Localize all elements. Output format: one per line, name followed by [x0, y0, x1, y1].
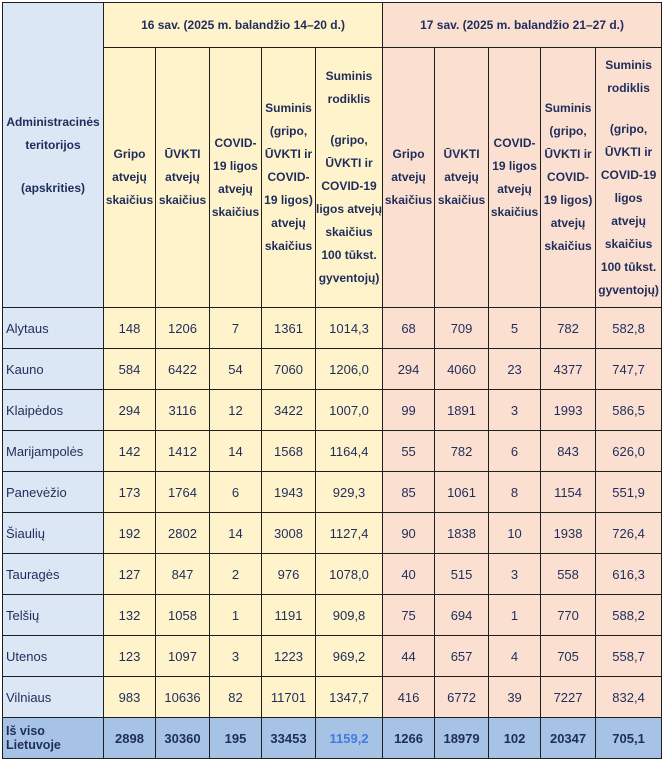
w17-uvkti-cell: 1838	[435, 513, 489, 554]
w17-uvkti-cell: 1891	[435, 390, 489, 431]
w16-uvkti-cell: 2802	[156, 513, 210, 554]
w17-gripo-cell: 68	[383, 308, 435, 349]
region-name: Šiaulių	[3, 513, 104, 554]
w17-rodiklis-cell: 726,4	[596, 513, 662, 554]
w16-suminis-cell: 1361	[262, 308, 316, 349]
w16-uvkti-cell: 30360	[156, 718, 210, 759]
region-name: Panevėžio	[3, 472, 104, 513]
w16-gripo-cell: 148	[104, 308, 156, 349]
w17-covid-cell: 5	[489, 308, 541, 349]
w17-suminis-cell: 705	[541, 636, 596, 677]
w16-rodiklis-cell: 1014,3	[316, 308, 383, 349]
table-row	[3, 677, 662, 718]
w16-rodiklis-cell: 1347,7	[316, 677, 383, 718]
w16-suminis-cell: 7060	[262, 349, 316, 390]
w16-covid-cell: 1	[210, 595, 262, 636]
region-name: Alytaus	[3, 308, 104, 349]
w16-covid-cell: 82	[210, 677, 262, 718]
w16-uvkti-cell: 10636	[156, 677, 210, 718]
region-name: Klaipėdos	[3, 390, 104, 431]
w17-gripo-cell: 40	[383, 554, 435, 595]
w16-suminis-cell: 1943	[262, 472, 316, 513]
region-header-label: Administracinės teritorijos	[6, 114, 100, 152]
w16-gripo-cell: 584	[104, 349, 156, 390]
w16-gripo-cell: 173	[104, 472, 156, 513]
w16-suminis-header: Suminis (gripo, ŪVKTI ir COVID-19 ligos) atvejų skaičius	[262, 48, 316, 308]
w17-rodiklis-cell: 616,3	[596, 554, 662, 595]
region-name: Tauragės	[3, 554, 104, 595]
w16-covid-cell: 7	[210, 308, 262, 349]
w17-suminis-cell: 1938	[541, 513, 596, 554]
w17-uvkti-cell: 1061	[435, 472, 489, 513]
w17-covid-cell: 3	[489, 390, 541, 431]
w17-rodiklis-cell: 626,0	[596, 431, 662, 472]
w17-covid-cell: 10	[489, 513, 541, 554]
region-header-sublabel: (apskrities)	[20, 180, 86, 195]
w17-suminis-cell: 1154	[541, 472, 596, 513]
w16-uvkti-cell: 1764	[156, 472, 210, 513]
w16-rodiklis-cell: 1164,4	[316, 431, 383, 472]
w16-rodiklis-cell: 1007,0	[316, 390, 383, 431]
w16-suminis-cell: 11701	[262, 677, 316, 718]
w17-gripo-cell: 416	[383, 677, 435, 718]
w16-suminis-cell: 1568	[262, 431, 316, 472]
w17-rodiklis-cell: 558,7	[596, 636, 662, 677]
w17-rodiklis-subtitle: (gripo, ŪVKTI ir COVID-19 ligos atvejų skaičius 100 tūkst. gyventojų)	[598, 121, 659, 297]
w16-covid-header: COVID-19 ligos atvejų skaičius	[210, 48, 262, 308]
w17-suminis-header: Suminis (gripo, ŪVKTI ir COVID-19 ligos) atvejų skaičius	[541, 48, 596, 308]
w17-covid-cell: 3	[489, 554, 541, 595]
w17-uvkti-cell: 4060	[435, 349, 489, 390]
w17-suminis-cell: 782	[541, 308, 596, 349]
w17-suminis-cell: 1993	[541, 390, 596, 431]
week17-header: 17 sav. (2025 m. balandžio 21–27 d.)	[383, 3, 662, 48]
w16-uvkti-cell: 847	[156, 554, 210, 595]
w17-covid-cell: 8	[489, 472, 541, 513]
region-name: Vilniaus	[3, 677, 104, 718]
w17-gripo-cell: 75	[383, 595, 435, 636]
w16-rodiklis-subtitle: (gripo, ŪVKTI ir COVID-19 ligos atvejų skaičius 100 tūkst. gyventojų)	[316, 133, 383, 285]
w17-covid-cell: 23	[489, 349, 541, 390]
table-body	[3, 308, 662, 759]
w17-gripo-cell: 294	[383, 349, 435, 390]
w16-covid-cell: 6	[210, 472, 262, 513]
w17-rodiklis-title: Suminis rodiklis	[605, 57, 652, 95]
w17-rodiklis-cell: 582,8	[596, 308, 662, 349]
w16-covid-cell: 14	[210, 431, 262, 472]
w16-gripo-cell: 132	[104, 595, 156, 636]
w16-suminis-cell: 976	[262, 554, 316, 595]
influenza-cases-table	[2, 2, 662, 759]
w17-rodiklis-cell: 586,5	[596, 390, 662, 431]
w16-covid-cell: 3	[210, 636, 262, 677]
total-label: Iš viso Lietuvoje	[3, 718, 104, 759]
w17-gripo-cell: 90	[383, 513, 435, 554]
w17-suminis-cell: 7227	[541, 677, 596, 718]
w17-suminis-cell: 843	[541, 431, 596, 472]
w17-covid-cell: 1	[489, 595, 541, 636]
w17-uvkti-cell: 709	[435, 308, 489, 349]
w17-covid-cell: 102	[489, 718, 541, 759]
w17-rodiklis-cell: 551,9	[596, 472, 662, 513]
w16-gripo-cell: 294	[104, 390, 156, 431]
w16-covid-cell: 54	[210, 349, 262, 390]
w17-gripo-cell: 85	[383, 472, 435, 513]
w17-uvkti-cell: 6772	[435, 677, 489, 718]
w16-rodiklis-cell: 1078,0	[316, 554, 383, 595]
w16-rodiklis-cell: 929,3	[316, 472, 383, 513]
table-row	[3, 308, 662, 349]
w16-covid-cell: 195	[210, 718, 262, 759]
w17-uvkti-cell: 515	[435, 554, 489, 595]
w16-gripo-cell: 983	[104, 677, 156, 718]
table-row	[3, 513, 662, 554]
region-name: Telšių	[3, 595, 104, 636]
region-name: Utenos	[3, 636, 104, 677]
w17-gripo-cell: 55	[383, 431, 435, 472]
w16-gripo-cell: 2898	[104, 718, 156, 759]
table-row	[3, 431, 662, 472]
w16-suminis-cell: 1191	[262, 595, 316, 636]
w17-rodiklis-cell: 747,7	[596, 349, 662, 390]
w17-covid-cell: 39	[489, 677, 541, 718]
w16-gripo-cell: 142	[104, 431, 156, 472]
w17-rodiklis-cell: 705,1	[596, 718, 662, 759]
w17-suminis-cell: 4377	[541, 349, 596, 390]
total-row	[3, 718, 662, 759]
table-row	[3, 595, 662, 636]
w17-gripo-header: Gripo atvejų skaičius	[383, 48, 435, 308]
w16-gripo-cell: 127	[104, 554, 156, 595]
w16-suminis-cell: 3008	[262, 513, 316, 554]
w17-rodiklis-cell: 832,4	[596, 677, 662, 718]
w16-uvkti-cell: 1412	[156, 431, 210, 472]
w17-gripo-cell: 1266	[383, 718, 435, 759]
w16-covid-cell: 14	[210, 513, 262, 554]
w16-uvkti-header: ŪVKTI atvejų skaičius	[156, 48, 210, 308]
w16-uvkti-cell: 6422	[156, 349, 210, 390]
w17-covid-header: COVID-19 ligos atvejų skaičius	[489, 48, 541, 308]
w17-uvkti-cell: 657	[435, 636, 489, 677]
w16-covid-cell: 2	[210, 554, 262, 595]
w16-rodiklis-cell: 1206,0	[316, 349, 383, 390]
w16-uvkti-cell: 3116	[156, 390, 210, 431]
table-row	[3, 390, 662, 431]
w16-uvkti-cell: 1058	[156, 595, 210, 636]
table-row	[3, 349, 662, 390]
w16-uvkti-cell: 1097	[156, 636, 210, 677]
w17-rodiklis-cell: 588,2	[596, 595, 662, 636]
w17-covid-cell: 6	[489, 431, 541, 472]
region-column-header	[3, 3, 104, 308]
w17-uvkti-cell: 782	[435, 431, 489, 472]
w16-suminis-cell: 33453	[262, 718, 316, 759]
w16-gripo-header: Gripo atvejų skaičius	[104, 48, 156, 308]
w17-uvkti-cell: 18979	[435, 718, 489, 759]
w16-uvkti-cell: 1206	[156, 308, 210, 349]
w17-gripo-cell: 99	[383, 390, 435, 431]
w16-gripo-cell: 192	[104, 513, 156, 554]
w17-rodiklis-header	[596, 48, 662, 308]
w16-rodiklis-cell: 969,2	[316, 636, 383, 677]
w16-rodiklis-cell: 1159,2	[316, 718, 383, 759]
table-row	[3, 554, 662, 595]
w17-suminis-cell: 770	[541, 595, 596, 636]
w16-gripo-cell: 123	[104, 636, 156, 677]
region-name: Kauno	[3, 349, 104, 390]
w16-suminis-cell: 1223	[262, 636, 316, 677]
w16-rodiklis-cell: 909,8	[316, 595, 383, 636]
table-row	[3, 636, 662, 677]
w16-rodiklis-cell: 1127,4	[316, 513, 383, 554]
w17-gripo-cell: 44	[383, 636, 435, 677]
w17-uvkti-cell: 694	[435, 595, 489, 636]
w16-rodiklis-header	[316, 48, 383, 308]
w17-covid-cell: 4	[489, 636, 541, 677]
w16-rodiklis-title: Suminis rodiklis	[325, 69, 373, 106]
w17-suminis-cell: 558	[541, 554, 596, 595]
w16-suminis-cell: 3422	[262, 390, 316, 431]
w17-uvkti-header: ŪVKTI atvejų skaičius	[435, 48, 489, 308]
table-row	[3, 472, 662, 513]
week16-header: 16 sav. (2025 m. balandžio 14–20 d.)	[104, 3, 383, 48]
w16-covid-cell: 12	[210, 390, 262, 431]
w17-suminis-cell: 20347	[541, 718, 596, 759]
region-name: Marijampolės	[3, 431, 104, 472]
